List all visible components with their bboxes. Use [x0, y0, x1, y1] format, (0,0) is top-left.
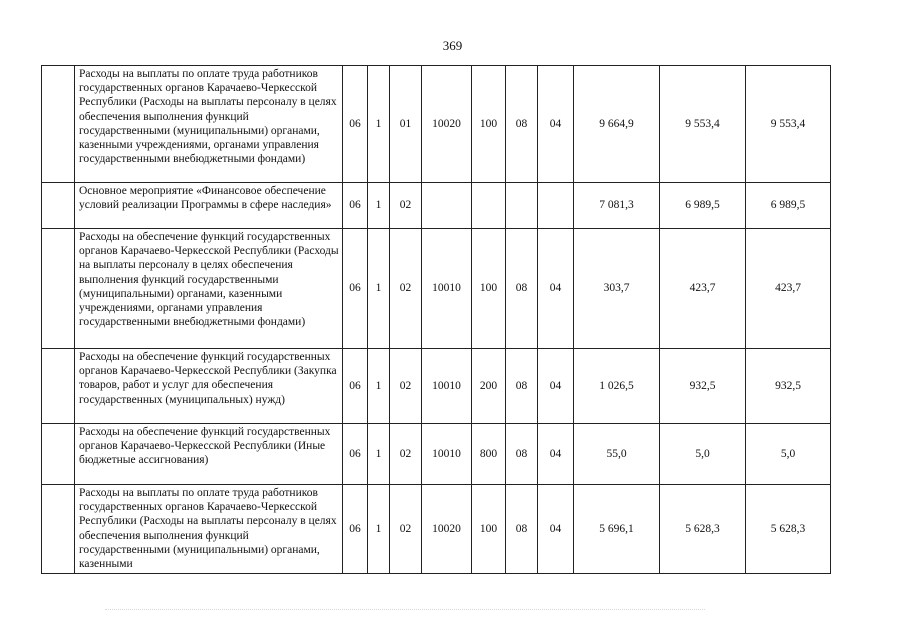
row-number-cell: [42, 424, 75, 485]
program-code-cell: 06: [343, 66, 368, 183]
section-cell: 08: [506, 229, 538, 349]
program-code-cell: 06: [343, 349, 368, 424]
subprogram-code-cell: 1: [368, 229, 390, 349]
direction-code-cell: 10010: [422, 424, 472, 485]
amount-year-3-cell: 6 989,5: [746, 183, 831, 229]
amount-year-2-cell: 5 628,3: [660, 485, 746, 574]
expense-type-cell: 100: [472, 485, 506, 574]
amount-year-1-cell: 9 664,9: [574, 66, 660, 183]
program-code-cell: 06: [343, 485, 368, 574]
subsection-cell: 04: [538, 66, 574, 183]
table-row: [42, 229, 831, 349]
subsection-cell: [538, 183, 574, 229]
row-number-cell: [42, 485, 75, 574]
description-cell: Расходы на выплаты по оплате труда работников государственных органов Карачаево-Черкесской Республики (Расходы на выплаты персоналу в целях обеспечения выполнения функций государственными (муниципальными) органами, казенными учреждениями, органами управления государственными внебюджетными фондами): [75, 66, 343, 183]
event-code-cell: 02: [390, 349, 422, 424]
section-cell: 08: [506, 349, 538, 424]
amount-year-1-cell: 55,0: [574, 424, 660, 485]
direction-code-cell: 10020: [422, 485, 472, 574]
event-code-cell: 02: [390, 424, 422, 485]
subprogram-code-cell: 1: [368, 66, 390, 183]
table-row: [42, 183, 831, 229]
amount-year-1-cell: 7 081,3: [574, 183, 660, 229]
subprogram-code-cell: 1: [368, 349, 390, 424]
description-cell: Основное мероприятие «Финансовое обеспечение условий реализации Программы в сфере наследия»: [75, 183, 343, 229]
amount-year-2-cell: 932,5: [660, 349, 746, 424]
expense-type-cell: [472, 183, 506, 229]
amount-year-1-cell: 303,7: [574, 229, 660, 349]
amount-year-3-cell: 932,5: [746, 349, 831, 424]
amount-year-2-cell: 5,0: [660, 424, 746, 485]
section-cell: [506, 183, 538, 229]
section-cell: 08: [506, 66, 538, 183]
row-number-cell: [42, 229, 75, 349]
table-row: [42, 349, 831, 424]
program-code-cell: 06: [343, 229, 368, 349]
expense-type-cell: 100: [472, 229, 506, 349]
event-code-cell: 02: [390, 229, 422, 349]
table-row: [42, 424, 831, 485]
event-code-cell: 01: [390, 66, 422, 183]
subsection-cell: 04: [538, 349, 574, 424]
amount-year-2-cell: 6 989,5: [660, 183, 746, 229]
subsection-cell: 04: [538, 485, 574, 574]
expense-type-cell: 100: [472, 66, 506, 183]
amount-year-1-cell: 5 696,1: [574, 485, 660, 574]
event-code-cell: 02: [390, 183, 422, 229]
direction-code-cell: [422, 183, 472, 229]
direction-code-cell: 10010: [422, 229, 472, 349]
amount-year-3-cell: 9 553,4: [746, 66, 831, 183]
amount-year-2-cell: 423,7: [660, 229, 746, 349]
expense-type-cell: 200: [472, 349, 506, 424]
subsection-cell: 04: [538, 424, 574, 485]
page-number: 369: [442, 38, 463, 53]
row-number-cell: [42, 66, 75, 183]
amount-year-3-cell: 423,7: [746, 229, 831, 349]
subprogram-code-cell: 1: [368, 485, 390, 574]
direction-code-cell: 10010: [422, 349, 472, 424]
amount-year-3-cell: 5,0: [746, 424, 831, 485]
direction-code-cell: 10020: [422, 66, 472, 183]
scan-edge-line: [105, 609, 705, 610]
description-cell: Расходы на обеспечение функций государственных органов Карачаево-Черкесской Республики (Иные бюджетные ассигнования): [75, 424, 343, 485]
program-code-cell: 06: [343, 424, 368, 485]
subprogram-code-cell: 1: [368, 183, 390, 229]
section-cell: 08: [506, 485, 538, 574]
subsection-cell: 04: [538, 229, 574, 349]
subprogram-code-cell: 1: [368, 424, 390, 485]
program-code-cell: 06: [343, 183, 368, 229]
row-number-cell: [42, 349, 75, 424]
section-cell: 08: [506, 424, 538, 485]
description-cell: Расходы на выплаты по оплате труда работников государственных органов Карачаево-Черкесской Республики (Расходы на выплаты персоналу в целях обеспечения выполнения функций государственными (муниципальными) органами, казенными: [75, 485, 343, 574]
budget-table: [41, 65, 831, 574]
description-cell: Расходы на обеспечение функций государственных органов Карачаево-Черкесской Республики (Закупка товаров, работ и услуг для обеспечения государственных (муниципальных) нужд): [75, 349, 343, 424]
amount-year-3-cell: 5 628,3: [746, 485, 831, 574]
event-code-cell: 02: [390, 485, 422, 574]
table-row: [42, 66, 831, 183]
table-row: [42, 485, 831, 574]
row-number-cell: [42, 183, 75, 229]
description-cell: Расходы на обеспечение функций государственных органов Карачаево-Черкесской Республики (Расходы на выплаты персоналу в целях обеспечения выполнения функций государственными (муниципальными) органами, казенными учреждениями, органами управления государственными внебюджетными фондами): [75, 229, 343, 349]
amount-year-1-cell: 1 026,5: [574, 349, 660, 424]
amount-year-2-cell: 9 553,4: [660, 66, 746, 183]
expense-type-cell: 800: [472, 424, 506, 485]
